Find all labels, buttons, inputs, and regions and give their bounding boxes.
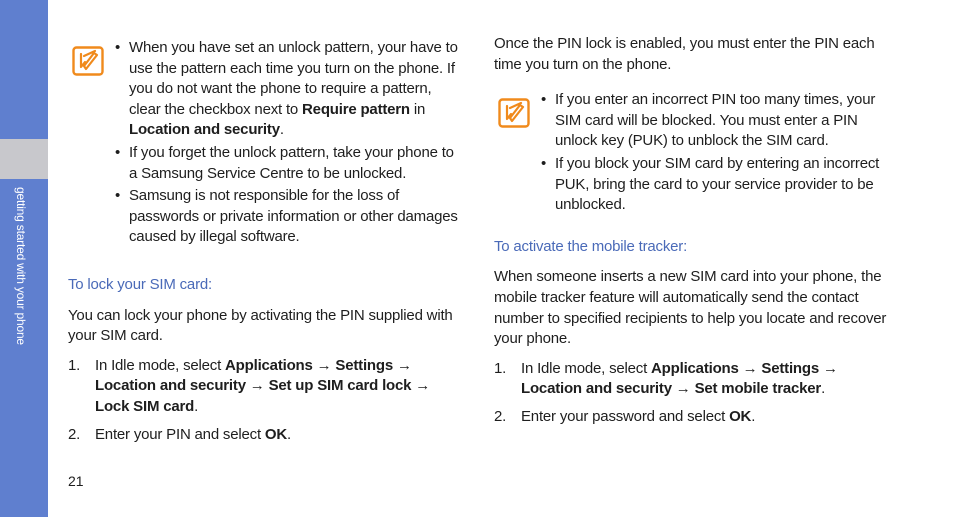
section-paragraph: When someone inserts a new SIM card into your phone, the mobile tracker feature will automatically send the contact number to specified recipients to help you locate and recover your phone. <box>494 268 887 348</box>
note-bullet: • Samsung is not responsible for the loss of passwords or private information or other damages caused by illegal software. <box>115 186 460 248</box>
step-item: 2. Enter your password and select OK. <box>494 407 756 425</box>
section-heading: To activate the mobile tracker: <box>494 237 688 255</box>
sidebar-tab <box>0 139 48 179</box>
note-block <box>68 38 460 248</box>
step-item: 1. In Idle mode, select Applications → Settings → Location and security → Set up SIM card lock → Lock SIM card. <box>68 356 431 415</box>
step-item: 2. Enter your PIN and select OK. <box>68 425 291 443</box>
page-number: 21 <box>68 473 84 489</box>
note-pencil-icon <box>72 46 104 76</box>
right-column <box>494 34 889 435</box>
note-bullet: • If you enter an incorrect PIN too many times, your SIM card will be blocked. You must enter a PIN unlock key (PUK) to unblock the SIM card. <box>541 90 889 152</box>
note-bullet: • If you forget the unlock pattern, take your phone to a Samsung Service Centre to be unlocked. <box>115 143 460 184</box>
left-column <box>68 38 460 452</box>
note-bullets <box>494 90 889 216</box>
steps-list <box>494 359 889 428</box>
note-pencil-icon <box>498 98 530 128</box>
note-block <box>494 90 889 216</box>
steps-list <box>68 356 460 445</box>
note-bullets <box>68 38 460 248</box>
note-bullet: • When you have set an unlock pattern, your have to use the pattern each time you turn on the phone. If you do not want the phone to require a pattern, clear the checkbox next to Require pattern in Location and security. <box>115 38 460 141</box>
section-heading: To lock your SIM card: <box>68 275 212 293</box>
note-bullet: • If you block your SIM card by entering an incorrect PUK, bring the card to your service provider to be unblocked. <box>541 154 889 216</box>
section-intro: You can lock your phone by activating the PIN supplied with your SIM card. <box>68 306 453 345</box>
step-item: 1. In Idle mode, select Applications → Settings → Location and security → Set mobile tracker. <box>494 359 838 398</box>
sidebar-label: getting started with your phone <box>14 187 28 345</box>
sidebar <box>0 0 48 517</box>
section-intro: Once the PIN lock is enabled, you must enter the PIN each time you turn on the phone. <box>494 35 875 73</box>
